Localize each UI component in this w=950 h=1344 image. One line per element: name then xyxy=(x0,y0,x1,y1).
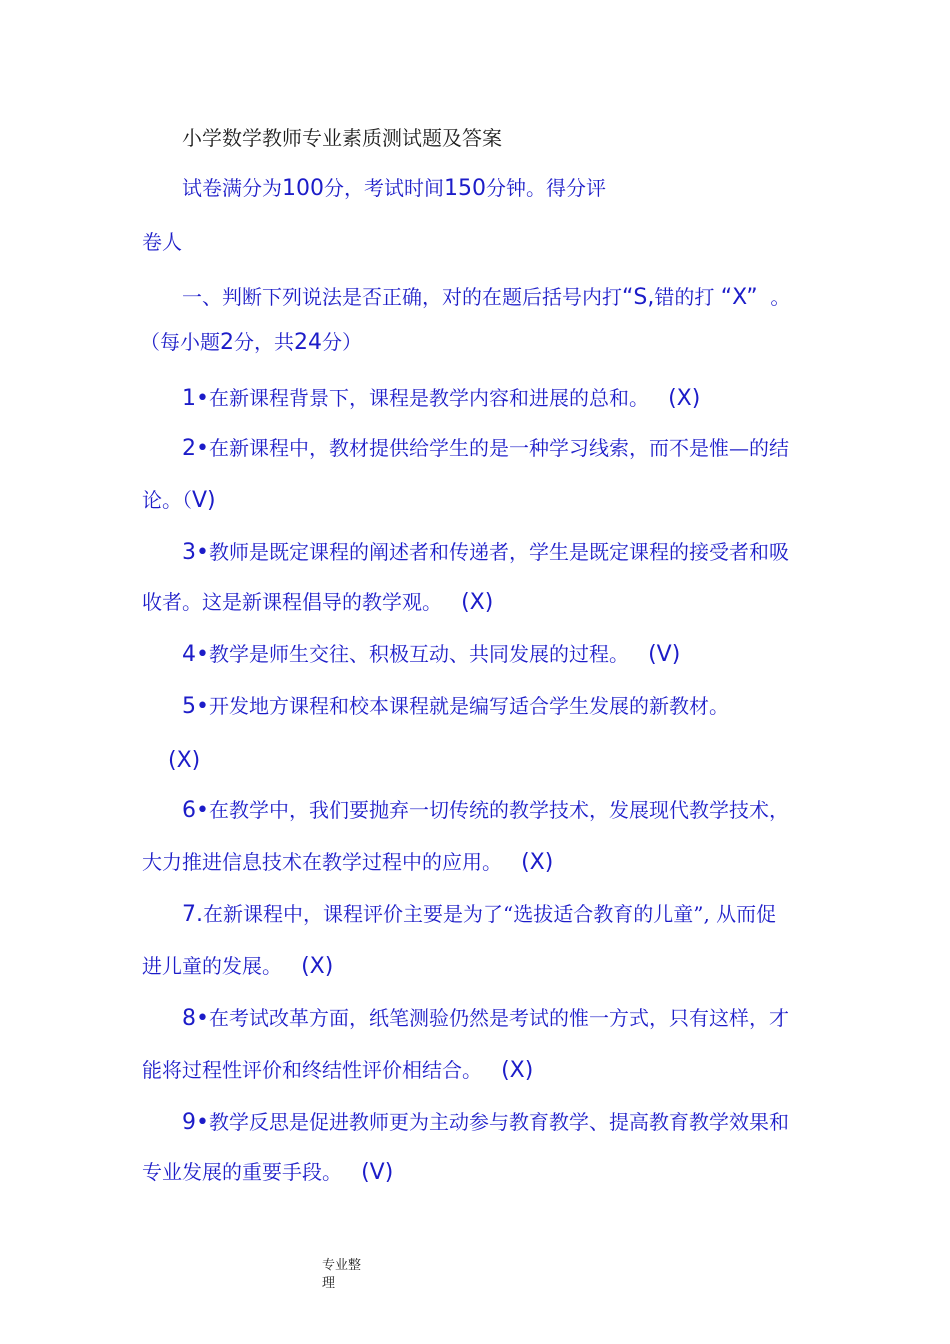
intro-part1: 试卷满分为 xyxy=(182,176,282,200)
footer-line-2: 理 xyxy=(322,1276,336,1291)
mark-false: “X” xyxy=(720,285,758,310)
question-text: 教师是既定课程的阐述者和传递者，学生是既定课程的接受者和吸 xyxy=(208,540,789,564)
question-text-cont: 专业发展的重要手段。 xyxy=(142,1160,342,1184)
question-text: 在新课程中，教材提供给学生的是一种学习线索，而不是惟—的结 xyxy=(208,436,789,460)
question-number: 8• xyxy=(182,1006,209,1031)
question-answer: (X) xyxy=(501,1058,534,1083)
question-9 xyxy=(182,1108,789,1137)
intro-line xyxy=(182,174,606,203)
question-text-cont: 论。（ xyxy=(142,488,192,512)
question-6-cont xyxy=(142,848,553,877)
question-text-cont: 能将过程性评价和终结性评价相结合。 xyxy=(142,1058,482,1082)
question-answer: (X) xyxy=(301,954,334,979)
score-paren-open: （每小题 xyxy=(140,330,220,354)
question-text-cont: 收者。这是新课程倡导的教学观。 xyxy=(142,590,442,614)
question-4 xyxy=(182,640,680,669)
question-5 xyxy=(182,692,729,721)
question-text: 教学是师生交往、积极互动、共同发展的过程。 xyxy=(208,642,629,666)
question-number: 1• xyxy=(182,386,209,411)
question-text-cont: 大力推进信息技术在教学过程中的应用。 xyxy=(142,850,502,874)
intro-part2: 分，考试时间 xyxy=(324,176,444,200)
score-text-d: 分，共 xyxy=(234,330,294,354)
question-answer: (X) xyxy=(461,590,494,615)
question-answer: (V) xyxy=(361,1160,394,1185)
question-text: 在教学中，我们要抛弃一切传统的教学技术，发展现代教学技术， xyxy=(208,798,789,822)
question-number: 2• xyxy=(182,436,209,461)
question-text: 教学反思是促进教师更为主动参与教育教学、提高教育教学效果和 xyxy=(208,1110,789,1134)
question-text: 开发地方课程和校本课程就是编写适合学生发展的新教材。 xyxy=(208,694,729,718)
question-number: 6• xyxy=(182,798,209,823)
question-7-cont xyxy=(142,952,333,981)
question-text-cont: 进儿童的发展。 xyxy=(142,954,282,978)
question-answer: V) xyxy=(192,488,216,513)
exam-time: 150 xyxy=(444,176,486,201)
question-9-cont xyxy=(142,1158,393,1187)
section-text-b: 错的打 xyxy=(654,285,715,309)
question-3-cont xyxy=(142,588,493,617)
question-5-answer-line xyxy=(168,746,200,775)
question-number: 5• xyxy=(182,694,209,719)
footer-line-1: 专业整 xyxy=(322,1258,362,1273)
question-8-cont xyxy=(142,1056,533,1085)
question-number: 4• xyxy=(182,642,209,667)
question-2-cont xyxy=(142,486,216,515)
intro-line-2: 卷人 xyxy=(142,230,182,254)
question-number: 7. xyxy=(182,902,203,927)
section-score-line xyxy=(140,328,362,357)
section-heading xyxy=(182,283,790,312)
intro-part3: 分钟。得分评 xyxy=(486,176,606,200)
question-answer: (V) xyxy=(648,642,681,667)
question-text: 在新课程中，课程评价主要是为了“选拔适合教育的儿童”, 从而促 xyxy=(203,902,777,926)
question-number: 3• xyxy=(182,540,209,565)
question-answer: (X) xyxy=(668,386,701,411)
question-answer: (X) xyxy=(521,850,554,875)
question-text: 在新课程背景下，课程是教学内容和进展的总和。 xyxy=(208,386,649,410)
page-title: 小学数学教师专业素质测试题及答案 xyxy=(182,126,502,150)
question-answer: (X) xyxy=(168,748,201,773)
question-number: 9• xyxy=(182,1110,209,1135)
per-question-score: 2 xyxy=(220,330,234,355)
footer-label xyxy=(322,1257,361,1293)
question-8 xyxy=(182,1004,789,1033)
total-score: 24 xyxy=(294,330,322,355)
question-3 xyxy=(182,538,789,567)
mark-true: “S, xyxy=(622,285,655,310)
score-text-e: 分） xyxy=(322,330,362,354)
question-6 xyxy=(182,796,789,825)
full-score: 100 xyxy=(282,176,324,201)
section-text-c: 。 xyxy=(770,285,791,309)
question-1 xyxy=(182,384,700,413)
section-text-a: 一、判断下列说法是否正确，对的在题后括号内打 xyxy=(182,285,622,309)
question-text: 在考试改革方面，纸笔测验仍然是考试的惟一方式，只有这样，才 xyxy=(208,1006,789,1030)
question-7 xyxy=(182,900,776,929)
question-2 xyxy=(182,434,789,463)
